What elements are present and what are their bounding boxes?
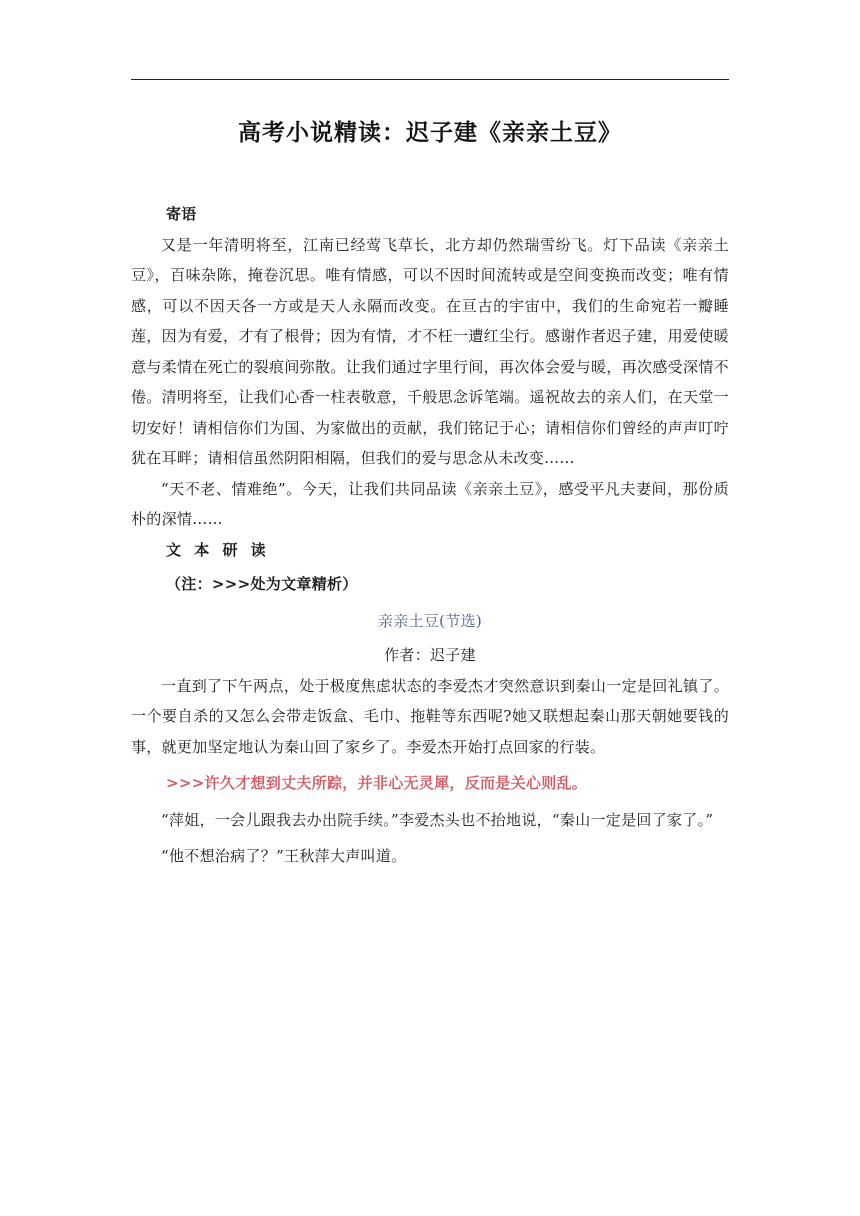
document-title: 高考小说精读：迟子建《亲亲土豆》 [238, 120, 622, 146]
story-paragraph: “萍姐，一会儿跟我去办出院手续。”李爱杰头也不抬地说，“秦山一定是回了家了。” [161, 810, 714, 829]
preface-heading: 寄语 [166, 205, 197, 223]
story-paragraph: “他不想治病了？”王秋萍大声叫道。 [161, 847, 407, 865]
study-note: （注：>>>处为文章精析） [166, 575, 358, 593]
document-body [131, 199, 729, 872]
study-heading: 文 本 研 读 [166, 540, 270, 559]
excerpt-title: 亲亲土豆(节选) [377, 611, 483, 630]
preface-paragraph: “天不老、情难绝”。今天，让我们共同品读《亲亲土豆》，感受平凡夫妻间，那份质朴的深情…… [131, 479, 729, 528]
header-rule [131, 79, 729, 80]
story-paragraph: 一直到了下午两点，处于极度焦虑状态的李爱杰才突然意识到秦山一定是回礼镇了。一个要自杀的又怎么会带走饭盒、毛巾、拖鞋等东西呢?她又联想起秦山那天朝她要钱的事，就更加坚定地认为秦山回了家乡了。李爱杰开始打点回家的行装。 [131, 676, 729, 756]
excerpt-author: 作者：迟子建 [384, 646, 476, 664]
analysis-note: >>>许久才想到丈夫所踪，并非心无灵犀，反而是关心则乱。 [166, 774, 588, 792]
preface-paragraph: 又是一年清明将至，江南已经莺飞草长，北方却仍然瑞雪纷飞。灯下品读《亲亲土豆》，百味杂陈，掩卷沉思。唯有情感，可以不因时间流转或是空间变换而改变；唯有情感，可以不因天各一方或是天人永隔而改变。在亘古的宇宙中，我们的生命宛若一瓣睡莲，因为有爱，才有了根骨；因为有情，才不枉一遭红尘行。感谢作者迟子建，用爱使暖意与柔情在死亡的裂痕间弥散。让我们通过字里行间，再次体会爱与暖，再次感受深情不倦。清明将至，让我们心香一柱表敬意，千般思念诉笔端。遥祝故去的亲人们，在天堂一切安好！请相信你们为国、为家做出的贡献，我们铭记于心；请相信你们曾经的声声叮咛犹在耳畔；请相信虽然阴阳相隔，但我们的爱与思念从未改变…… [131, 235, 729, 467]
